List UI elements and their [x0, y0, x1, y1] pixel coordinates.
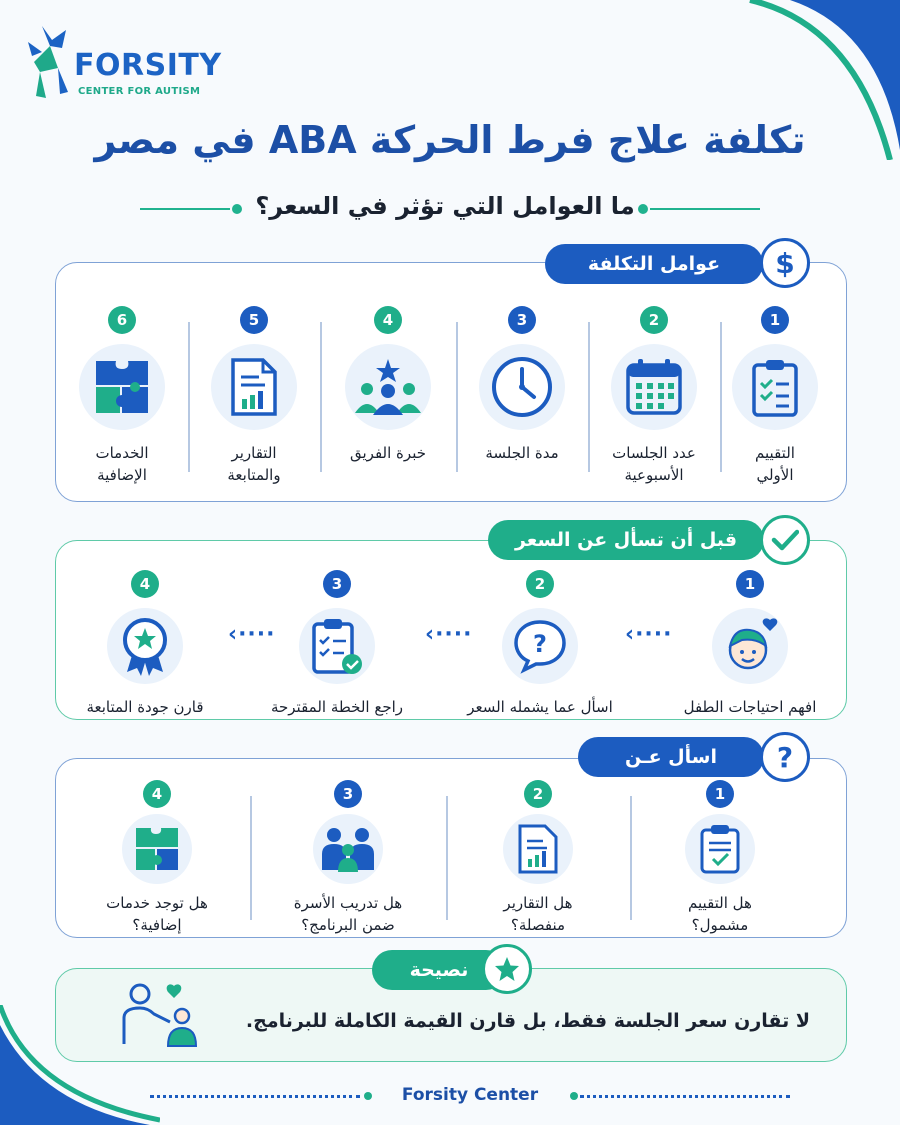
- checklist-icon: [299, 608, 375, 684]
- footer-dot: [570, 1092, 578, 1100]
- cost-factor-item: [460, 306, 584, 464]
- ask-about-title: اسأل عـن: [578, 737, 764, 777]
- report-icon: [211, 344, 297, 430]
- footer-dots: [150, 1095, 360, 1098]
- step-number: 5: [240, 306, 268, 334]
- tip-title: نصيحة: [372, 950, 506, 990]
- cost-factor-label: عدد الجلسات الأسبوعية: [612, 444, 696, 484]
- column-divider: [320, 322, 322, 472]
- step-number: 6: [108, 306, 136, 334]
- puzzle-icon: [122, 814, 192, 884]
- before-asking-item: [70, 570, 220, 718]
- cost-factor-label: خبرة الفريق: [350, 444, 426, 462]
- before-asking-item: [262, 570, 412, 718]
- footer-dots: [580, 1095, 790, 1098]
- ask-about-label: هل التقارير منفصلة؟: [503, 894, 573, 934]
- award-icon: [107, 608, 183, 684]
- report-icon: [503, 814, 573, 884]
- cost-factor-item: [592, 306, 716, 486]
- parent-child-icon: [118, 982, 204, 1048]
- chevron-left-icon: ‹····: [625, 622, 673, 647]
- dollar-icon: $: [760, 238, 810, 288]
- column-divider: [250, 796, 252, 920]
- clock-icon: [479, 344, 565, 430]
- column-divider: [446, 796, 448, 920]
- cost-factor-label: الخدمات الإضافية: [95, 444, 149, 484]
- ask-about-item: [650, 780, 790, 936]
- step-number: 2: [524, 780, 552, 808]
- cost-factor-label: التقارير والمتابعة: [227, 444, 281, 484]
- divider-line: [650, 208, 760, 210]
- check-icon: [760, 515, 810, 565]
- before-asking-label: افهم احتياجات الطفل: [683, 698, 817, 716]
- cost-factor-label: مدة الجلسة: [485, 444, 559, 462]
- cost-factor-item: [326, 306, 450, 464]
- cost-factor-item: [62, 306, 182, 486]
- step-number: 2: [526, 570, 554, 598]
- before-asking-item: [460, 570, 620, 718]
- brand-logo: [28, 22, 228, 102]
- page-title: تكلفة علاج فرط الحركة ABA في مصر: [94, 118, 806, 162]
- cost-factor-item: [715, 306, 835, 486]
- column-divider: [188, 322, 190, 472]
- question-bubble-icon: [502, 608, 578, 684]
- divider-dot: [232, 204, 242, 214]
- family-icon: [313, 814, 383, 884]
- team-icon: [345, 344, 431, 430]
- brand-tagline: CENTER FOR AUTISM: [78, 86, 201, 97]
- ask-about-label: هل التقييم مشمول؟: [688, 894, 752, 934]
- footer-dot: [364, 1092, 372, 1100]
- page-subtitle: ما العوامل التي تؤثر في السعر؟: [255, 192, 635, 220]
- tip-text: لا تقارن سعر الجلسة فقط، بل قارن القيمة الكاملة للبرنامج.: [245, 1010, 810, 1032]
- step-number: 3: [323, 570, 351, 598]
- divider-dot: [638, 204, 648, 214]
- ask-about-item: [82, 780, 232, 936]
- star-icon: [482, 944, 532, 994]
- cost-factor-label: التقييم الأولي: [755, 444, 795, 484]
- footer-text: Forsity Center: [401, 1085, 539, 1105]
- clipboard-icon: [732, 344, 818, 430]
- step-number: 4: [143, 780, 171, 808]
- divider-line: [140, 208, 230, 210]
- column-divider: [588, 322, 590, 472]
- before-asking-label: راجع الخطة المقترحة: [270, 698, 404, 716]
- chevron-left-icon: ‹····: [228, 622, 276, 647]
- logo-mark-icon: [28, 22, 76, 100]
- cost-factor-item: [192, 306, 316, 486]
- cost-factors-title: عوامل التكلفة: [545, 244, 763, 284]
- step-number: 3: [334, 780, 362, 808]
- ask-about-label: هل تدريب الأسرة ضمن البرنامج؟: [293, 894, 403, 934]
- column-divider: [630, 796, 632, 920]
- clipboard-check-icon: [685, 814, 755, 884]
- step-number: 1: [761, 306, 789, 334]
- before-asking-label: قارن جودة المتابعة: [86, 698, 204, 716]
- before-asking-title: قبل أن تسأل عن السعر: [488, 520, 764, 560]
- before-asking-label: اسأل عما يشمله السعر: [467, 698, 613, 716]
- step-number: 1: [706, 780, 734, 808]
- brand-name: FORSITY: [74, 48, 222, 83]
- puzzle-icon: [79, 344, 165, 430]
- footer: [0, 1082, 900, 1110]
- before-asking-item: [670, 570, 830, 718]
- step-number: 1: [736, 570, 764, 598]
- subtitle-row: [140, 188, 760, 228]
- calendar-icon: [611, 344, 697, 430]
- question-icon: ?: [760, 732, 810, 782]
- step-number: 3: [508, 306, 536, 334]
- child-heart-icon: [712, 608, 788, 684]
- ask-about-label: هل توجد خدمات إضافية؟: [106, 894, 208, 934]
- step-number: 4: [374, 306, 402, 334]
- ask-about-item: [468, 780, 608, 936]
- column-divider: [456, 322, 458, 472]
- step-number: 4: [131, 570, 159, 598]
- svg-text:?: ?: [533, 630, 547, 658]
- ask-about-item: [268, 780, 428, 936]
- step-number: 2: [640, 306, 668, 334]
- chevron-left-icon: ‹····: [425, 622, 473, 647]
